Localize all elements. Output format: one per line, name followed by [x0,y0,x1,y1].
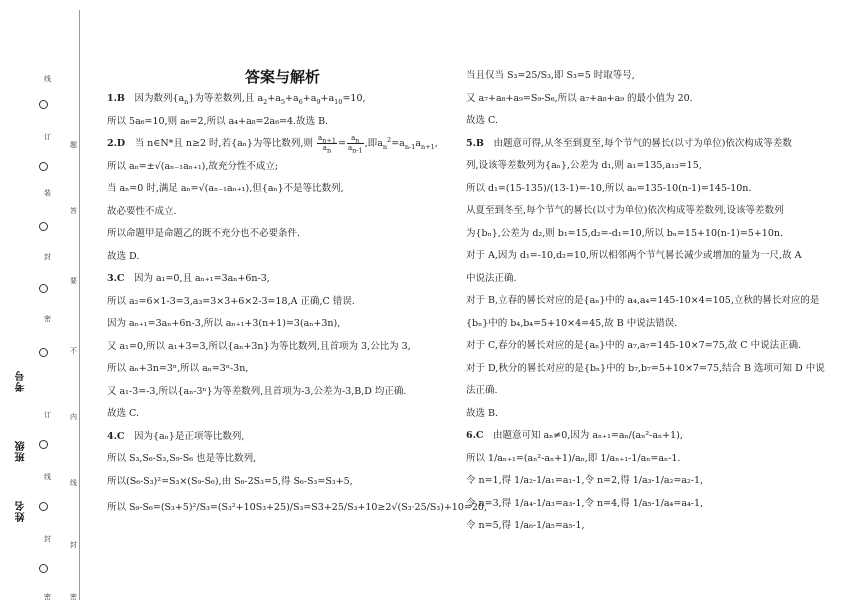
text-line: 所以 5a₆=10,则 a₆=2,所以 a₄+a₈=2a₆=4.故选 B. [107,115,329,127]
text-line: 因为 aₙ₊₁=3aₙ+6n-3,所以 aₙ₊₁+3(n+1)=3(aₙ+3n), [107,318,341,329]
text-line: 列,设该等差数列为{aₙ},公差为 d₁,则 a₁=135,a₁₃=15, [466,160,702,171]
text-line: 故选 B. [466,407,499,419]
binding-hole-icon [39,284,48,293]
margin-char: 要 [70,277,77,285]
text-line: 对于 C,春分的晷长对应的是{aₙ}中的 a₇,a₇=145-10×7=75,故 C 中说法正确. [466,340,802,351]
text-line: 所以 aₙ+3n=3ⁿ,所以 aₙ=3ⁿ-3n, [107,363,249,374]
text-line: 又 a₇+a₈+a₉=S₉-S₆,所以 a₇+a₈+a₉ 的最小值为 20. [466,92,693,104]
text-line: 所以 a₂=6×1-3=3,a₃=3×3+6×2-3=18,A 正确,C 错误. [107,295,355,307]
text-line: 故选 C. [107,408,139,419]
margin-char: 内 [70,413,77,421]
binding-hole-icon [39,564,48,573]
answer-5-line: 5.B 由题意可得,从冬至到夏至,每个节气的晷长(以寸为单位)依次构成等差数 [466,137,792,149]
text-line: 法正确. [466,385,498,396]
text-line: 所以 1/aₙ₊₁=(aₙ²-aₙ+1)/aₙ,即 1/aₙ₊₁-1/aₙ=aₙ-1. [466,452,681,464]
text-line: 为{bₙ},公差为 d₂,则 b₁=15,d₂=-d₁=10,所以 bₙ=15+10(n-1)=5+10n. [466,227,784,239]
binding-line [79,10,80,600]
answer-2-line: 2.D 当 n∈N*且 n≥2 时,若{aₙ}为等比数列,则 $\frac{a_{n+1}}{a_n}$ = $\frac{a_n}{a_{n-1}}$ ,即$a_n^2=a_{n-1}a_{n+1}$, [107,134,438,155]
text-line: 故选 C. [466,115,498,126]
class-label: 班级 [16,440,27,462]
text-line: 所以 S₃,S₆-S₃,S₉-S₆ 也是等比数列, [107,453,257,464]
binding-hole-icon [39,162,48,171]
text-line: 又 a₁=0,所以 a₁+3=3,所以{aₙ+3n}为等比数列,且首项为 3,公比为 3, [107,340,411,352]
text-line: 当且仅当 S₃=25/S₃,即 S₃=5 时取等号, [466,70,635,81]
margin-char: 订 [44,133,51,141]
binding-hole-icon [39,502,48,511]
text-line: 故必要性不成立. [107,205,177,217]
text-line: 故选 D. [107,250,140,262]
margin-char: 密 [70,593,77,601]
margin-char: 装 [44,189,51,197]
text-line: 所以 d₁=(15-135)/(13-1)=-10,所以 aₙ=135-10(n-1)=145-10n. [466,182,752,194]
text-line: 令 n=3,得 1/a₄-1/a₃=a₃-1,令 n=4,得 1/a₅-1/a₄=a₄-1, [466,497,704,509]
text-line: 从夏至到冬至,每个节气的晷长(以寸为单位)依次构成等差数列,设该等差数列 [466,205,784,216]
page-title: 答案与解析 [245,68,321,86]
text-line: 所以 aₙ=±√(aₙ₋₁aₙ₊₁),故充分性不成立; [107,160,279,172]
margin-char: 线 [44,75,51,83]
margin-char: 订 [44,411,51,419]
margin-char: 封 [44,535,51,543]
answer-3-line: 3.C 因为 a₁=0,且 aₙ₊₁=3aₙ+6n-3, [107,273,270,284]
text-line: 所以(S₆-S₃)²=S₃×(S₉-S₆),由 S₆-2S₃=5,得 S₆-S₃=S₃+5, [107,475,353,487]
text-line: 所以命题甲是命题乙的既不充分也不必要条件. [107,228,301,239]
text-line: {bₙ}中的 b₄,b₄=5+10×4=45,故 B 中说法错误. [466,317,678,329]
text-line: 对于 D,秋分的晷长对应的是{bₙ}中的 b₇,b₇=5+10×7=75,结合 B 选项可知 D 中说 [466,362,825,374]
text-line: 对于 B,立春的晷长对应的是{aₙ}中的 a₄,a₄=145-10×4=105,立秋的晷长对应的是 [466,295,820,306]
text-line: 又 a₁-3=-3,所以{aₙ-3ⁿ}为等差数列,且首项为-3,公差为-3,B,D 均正确. [107,385,407,397]
text-line: 令 n=5,得 1/a₆-1/a₅=a₅-1, [466,520,585,531]
text-line: 对于 A,因为 d₁=-10,d₂=10,所以相邻两个节气晷长减少或增加的量为一尺,故 A [466,250,802,261]
margin-char: 答 [70,207,77,215]
margin-char: 题 [70,141,77,149]
margin-char: 不 [70,347,77,355]
name-label: 姓名 [16,500,27,522]
margin-char: 线 [44,473,51,481]
answer-6-line: 6.C 由题意可知 aₙ≠0,因为 aₙ₊₁=aₙ/(aₙ²-aₙ+1), [466,430,683,441]
fraction: $\frac{a_n}{a_{n-1}}$ [347,134,363,155]
binding-hole-icon [39,100,48,109]
text-line: 当 aₙ=0 时,满足 aₙ=√(aₙ₋₁aₙ₊₁),但{aₙ}不是等比数列, [107,183,344,194]
binding-hole-icon [39,222,48,231]
text-line: 所以 S₉-S₆=(S₃+5)²/S₃=(S₃²+10S₃+25)/S₃=S3+25/S₃+10≥2√(S₃·25/S₃)+10=20, [107,502,487,513]
text-line: 令 n=1,得 1/a₂-1/a₁=a₁-1,令 n=2,得 1/a₃-1/a₂=a₂-1, [466,475,704,486]
answer-4-line: 4.C 因为{aₙ}是正项等比数列, [107,430,245,442]
margin-char: 封 [44,253,51,261]
margin-char: 密 [44,593,51,601]
right-column [466,65,846,538]
answer-1-line: 1.B 因为数列$\{a_n\}$为等差数列,且 $a_2+a_5+a_6+a_9+a_{10}=10$, [107,93,366,106]
binding-margin [0,0,80,608]
fraction: $\frac{a_{n+1}}{a_n}$ [318,134,336,155]
margin-char: 密 [44,315,51,323]
margin-char: 线 [70,479,77,487]
binding-hole-icon [39,348,48,357]
exam-number-label: 考号 [16,370,27,392]
margin-char: 封 [70,541,77,549]
binding-hole-icon [39,440,48,449]
text-line: 中说法正确. [466,272,517,284]
